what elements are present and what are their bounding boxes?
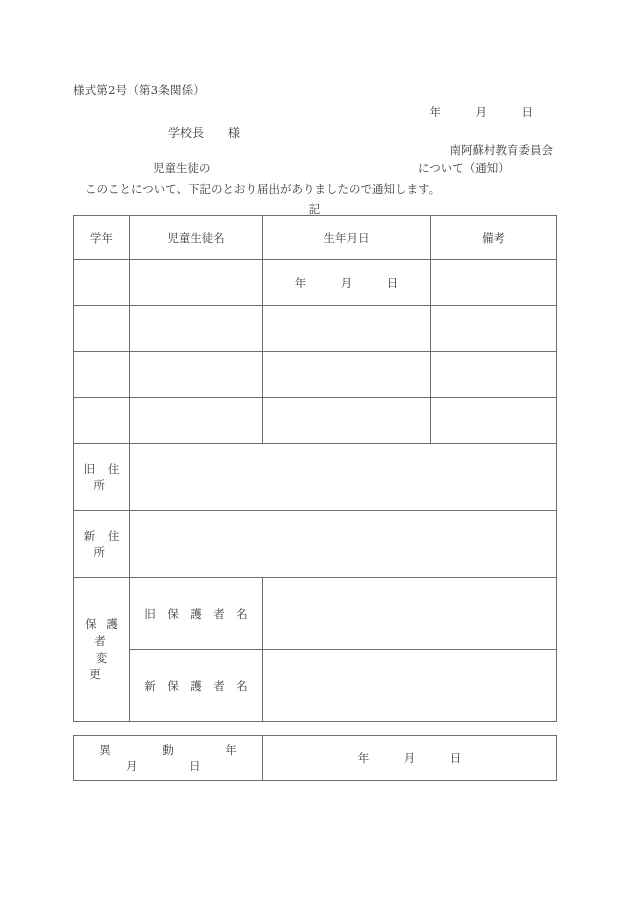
cell-grade[interactable] — [74, 260, 130, 306]
cell-remarks[interactable] — [431, 260, 557, 306]
label-old-guardian-name: 旧 保 護 者 名 — [130, 578, 263, 650]
new-address-row — [74, 511, 557, 578]
cell-student-name[interactable] — [130, 398, 263, 444]
table-row — [74, 260, 557, 306]
form-number: 様式第2号（第3条関係） — [73, 83, 206, 97]
cell-birth-date[interactable] — [263, 306, 431, 352]
table-header-row — [74, 216, 557, 260]
field-old-address[interactable] — [130, 444, 557, 511]
issuer-line: 南阿蘇村教育委員会 — [449, 143, 553, 157]
cell-student-name[interactable] — [130, 260, 263, 306]
label-old-address: 旧 住 所 — [74, 444, 130, 511]
label-new-address: 新 住 所 — [74, 511, 130, 578]
old-address-row — [74, 444, 557, 511]
header-remarks: 備考 — [431, 216, 557, 260]
cell-remarks[interactable] — [431, 306, 557, 352]
table-row — [74, 306, 557, 352]
field-new-address[interactable] — [130, 511, 557, 578]
cell-remarks[interactable] — [431, 352, 557, 398]
cell-grade[interactable] — [74, 306, 130, 352]
header-birth-date: 生年月日 — [263, 216, 431, 260]
label-transfer-date: 異 動 年 月 日 — [74, 736, 263, 781]
subject-suffix: について（通知） — [418, 161, 510, 175]
table-row — [74, 352, 557, 398]
subject-prefix: 児童生徒の — [153, 161, 211, 175]
cell-grade[interactable] — [74, 352, 130, 398]
cell-student-name[interactable] — [130, 352, 263, 398]
guardian-change-line2: 変 更 — [89, 650, 170, 682]
transfer-date-row — [74, 736, 557, 781]
guardian-change-line1: 保 護 者 — [85, 617, 121, 648]
label-guardian-change — [74, 578, 170, 722]
cell-birth-date[interactable]: 年 月 日 — [263, 260, 431, 306]
cell-grade[interactable] — [74, 398, 130, 444]
addressee-line: 学校長 様 — [168, 126, 241, 140]
body-sentence: このことについて、下記のとおり届出がありましたので通知します。 — [85, 182, 441, 196]
cell-remarks[interactable] — [431, 398, 557, 444]
header-grade: 学年 — [74, 216, 130, 260]
transfer-date-table — [73, 735, 557, 781]
header-student-name: 児童生徒名 — [130, 216, 263, 260]
label-new-guardian-name: 新 保 護 者 名 — [130, 650, 263, 722]
ki-mark: 記 — [308, 202, 321, 216]
cell-birth-date[interactable] — [263, 352, 431, 398]
field-transfer-date[interactable]: 年 月 日 — [263, 736, 557, 781]
cell-student-name[interactable] — [130, 306, 263, 352]
old-guardian-row — [74, 578, 557, 650]
cell-birth-date[interactable] — [263, 398, 431, 444]
field-old-guardian-name[interactable] — [263, 578, 557, 650]
main-form-table — [73, 215, 557, 722]
field-new-guardian-name[interactable] — [263, 650, 557, 722]
table-row — [74, 398, 557, 444]
issue-date-line: 年 月 日 — [429, 105, 533, 119]
